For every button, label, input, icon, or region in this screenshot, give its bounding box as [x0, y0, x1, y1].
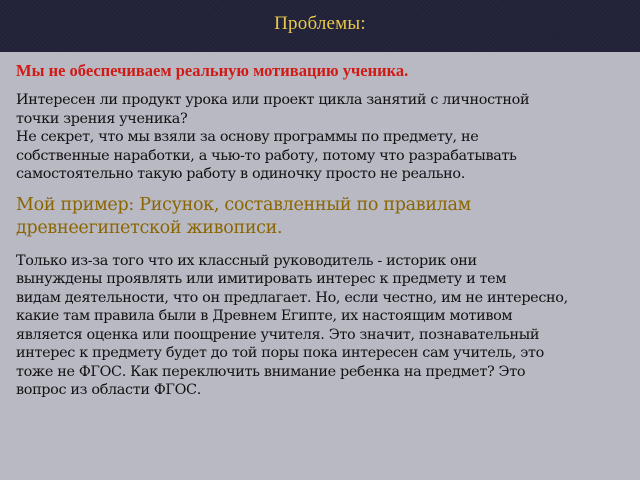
text-line: собственные наработки, а чью-то работу, потому что разрабатывать	[16, 147, 517, 164]
text-line: Не секрет, что мы взяли за основу программы по предмету, не	[16, 129, 479, 145]
text-line: Только из-за того что их классный руководитель - историк они	[16, 252, 477, 269]
problem-heading: Мы не обеспечиваем реальную мотивацию ученика.	[16, 61, 409, 80]
text-line: интерес к предмету будет до той поры пока интересен сам учитель, это	[16, 345, 544, 361]
example-heading	[16, 194, 630, 240]
slide-title: Проблемы:	[274, 13, 366, 34]
text-line: вопрос из области ФГОС.	[16, 382, 201, 398]
text-line: точки зрения ученика?	[16, 110, 188, 127]
text-line: Интересен ли продукт урока или проект цикла занятий с личностной	[16, 92, 530, 108]
text-line: самостоятельно такую работу в одиночку просто не реально.	[16, 166, 465, 182]
text-line: какие там правила были в Древнем Египте, их настоящим мотивом	[16, 308, 513, 324]
text-line: вынуждены проявлять или имитировать интерес к предмету и тем	[16, 271, 507, 287]
text-line: Мой пример: Рисунок, составленный по правилам	[16, 194, 471, 215]
paragraph-intro	[16, 91, 630, 184]
text-line: видам деятельности, что он предлагает. Но, если честно, им не интересно,	[16, 289, 568, 306]
text-line: является оценка или поощрение учителя. Это значит, познавательный	[16, 326, 540, 343]
content-panel	[0, 52, 640, 480]
text-line: древнеегипетской живописи.	[16, 217, 283, 238]
paragraph-example	[16, 252, 630, 400]
text-line: тоже не ФГОС. Как переключить внимание ребенка на предмет? Это	[16, 363, 526, 380]
